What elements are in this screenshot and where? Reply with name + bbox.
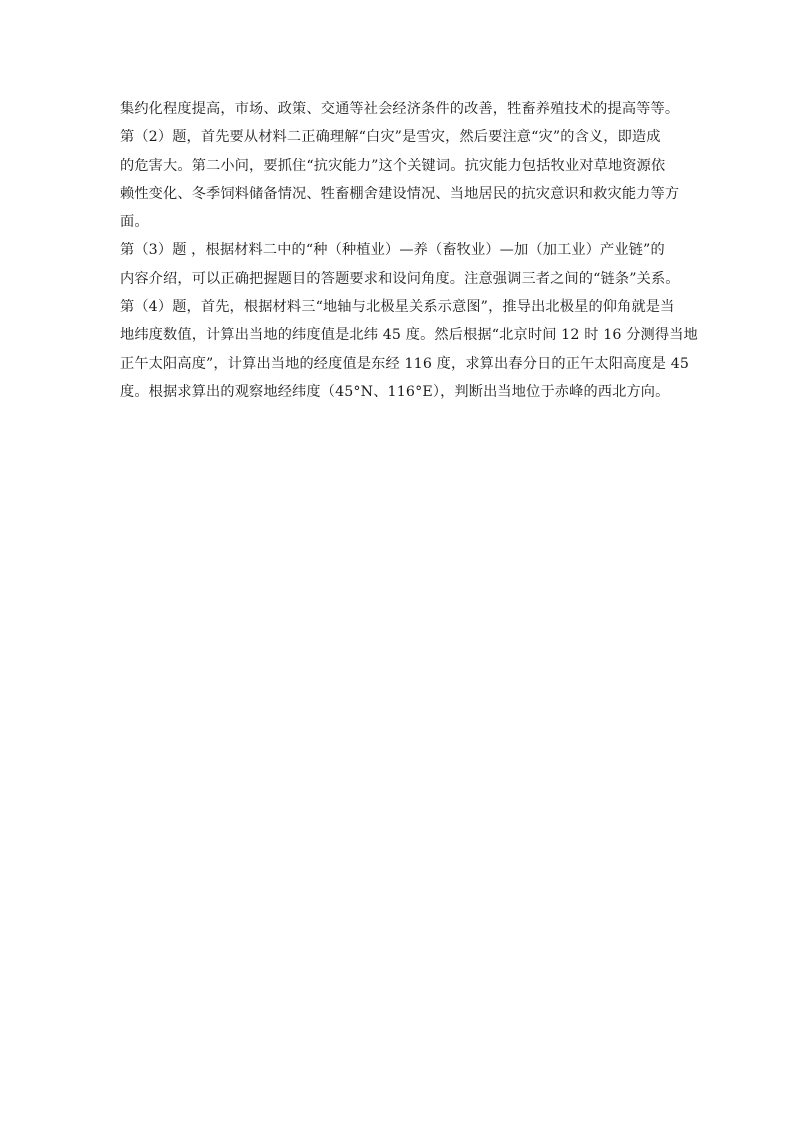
text-line: 集约化程度提高，市场、政策、交通等社会经济条件的改善，牲畜养殖技术的提高等等。 <box>120 101 680 117</box>
text-line: 地纬度数值，计算出当地的纬度值是北纬 45 度。然后根据“北京时间 12 时 16 分测得当地 <box>120 327 698 344</box>
text-line: 内容介绍，可以正确把握题目的答题要求和设问角度。注意强调三者之间的“链条”关系。 <box>120 270 680 287</box>
text-line: 的危害大。第二小问，要抓住“抗灾能力”这个关键词。抗灾能力包括牧业对草地资源依 <box>120 157 666 174</box>
text-line: 第（3）题 ，根据材料二中的“种（种植业）—养（畜牧业）—加（加工业）产业链”的 <box>120 242 665 259</box>
answer-explanation-text <box>120 95 698 406</box>
text-line: 正午太阳高度”，计算出当地的经度值是东经 116 度，求算出春分日的正午太阳高度是 45 <box>120 355 690 372</box>
text-line: 第（2）题，首先要从材料二正确理解“白灾”是雪灾，然后要注意“灾”的含义，即造成 <box>120 129 661 146</box>
text-line: 面。 <box>120 214 149 231</box>
text-line: 度。根据求算出的观察地经纬度（45°N、116°E），判断出当地位于赤峰的西北方向。 <box>120 383 670 400</box>
text-line: 赖性变化、冬季饲料储备情况、牲畜棚舍建设情况、当地居民的抗灾意识和救灾能力等方 <box>120 185 680 202</box>
text-line: 第（4）题，首先，根据材料三“地轴与北极星关系示意图”，推导出北极星的仰角就是当 <box>120 299 675 316</box>
